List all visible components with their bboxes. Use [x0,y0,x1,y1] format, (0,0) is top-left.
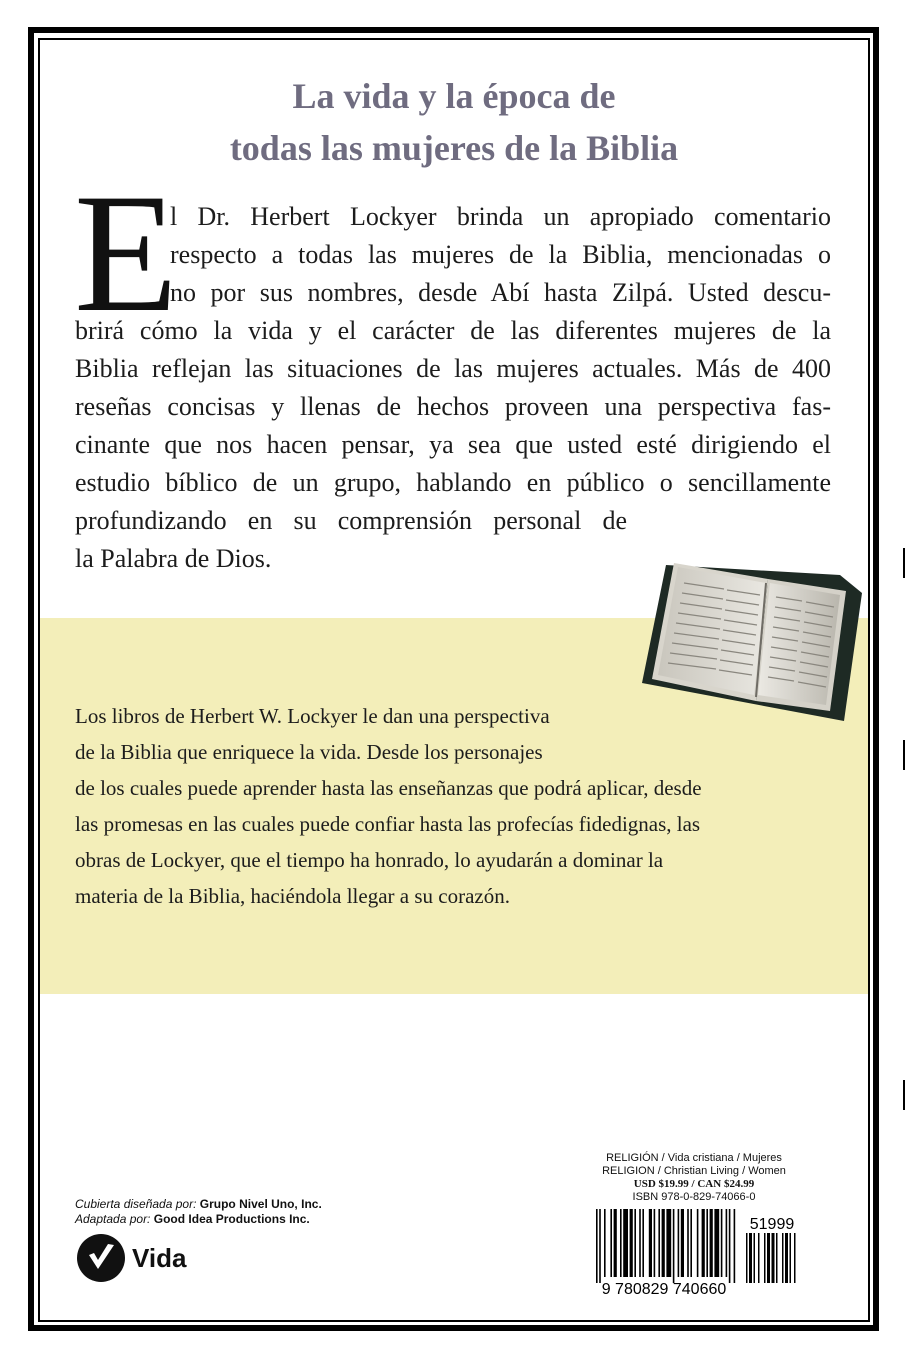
title-line-1: La vida y la época de [292,76,616,116]
barcode-bar [726,1209,728,1277]
description-line: reseñas concisas y llenas de hechos proveen una perspectiva fas- [75,392,831,421]
barcode-addon-bar [749,1233,752,1283]
barcode-bar [634,1209,636,1277]
series-blurb-line: de los cuales puede aprender hasta las enseñanzas que podrá aplicar, desde [75,776,702,800]
barcode-addon-digits: 51999 [749,1216,795,1233]
series-blurb-line: de la Biblia que enriquece la vida. Desde los personajes [75,740,543,764]
description-line: cinante que nos hacen pensar, ya sea que usted esté dirigiendo el [75,430,831,459]
drop-cap: E [74,159,178,347]
barcode-bar [714,1209,719,1277]
edge-mark [903,1080,905,1110]
barcode-addon-bar [776,1233,778,1283]
barcode-bar [599,1209,601,1283]
barcode-addon-bar [767,1233,770,1283]
series-blurb-line: obras de Lockyer, que el tiempo ha honrado, lo ayudarán a dominar la [75,848,664,872]
edge-mark [903,740,905,770]
adapted-credit-label: Adaptada por: [75,1212,151,1226]
barcode-digits: 9 780829 740660 [601,1281,727,1297]
series-blurb-line: Los libros de Herbert W. Lockyer le dan una perspectiva [75,704,550,728]
publisher-name: Vida [132,1242,187,1273]
barcode-bar [673,1209,675,1283]
barcode-bar [639,1209,641,1277]
barcode-bar [687,1209,689,1277]
barcode-addon-bar [782,1233,784,1283]
description-line: l Dr. Herbert Lockyer brinda un apropiado comentario [170,202,831,231]
description-line: respecto a todas las mujeres de la Biblia, mencionadas o [170,240,831,269]
description-line: no por sus nombres, desde Abí hasta Zilpá. Usted descu- [170,278,831,307]
barcode-addon-bar [764,1233,766,1283]
adapted-credit-value: Good Idea Productions Inc. [153,1212,310,1226]
category-english: RELIGION / Christian Living / Women [602,1165,786,1177]
barcode-bar [658,1209,660,1277]
barcode-addon-bar [746,1233,748,1283]
cover-credit-value: Grupo Nivel Uno, Inc. [199,1197,322,1211]
barcode-addon-bar [754,1233,756,1283]
barcode-bar [666,1209,671,1277]
barcode-bar [690,1209,692,1277]
publisher-logo [76,1233,186,1283]
barcode-bar [649,1209,652,1277]
barcode-bar [681,1209,684,1277]
barcode-addon-bar [772,1233,775,1283]
barcode-addon-bar [785,1233,788,1283]
barcode-bar [654,1209,656,1277]
barcode-bar [702,1209,705,1277]
edge-mark [903,548,905,578]
barcode-bar [620,1209,622,1277]
barcode-bar [610,1209,612,1277]
barcode-bar [678,1209,680,1277]
cover-credit-label: Cubierta diseñada por: [75,1197,197,1211]
barcode-bar [721,1209,723,1277]
barcode-bar [614,1209,617,1277]
description-line: brirá cómo la vida y el carácter de las diferentes mujeres de la [75,316,831,345]
category-spanish: RELIGIÓN / Vida cristiana / Mujeres [606,1152,782,1164]
series-blurb-line: materia de la Biblia, haciéndola llegar a su corazón. [75,884,510,908]
isbn: ISBN 978-0-829-74066-0 [632,1191,756,1203]
barcode-bar [642,1209,644,1277]
description-line: profundizando en su comprensión personal de [75,506,627,535]
barcode-addon-bar [758,1233,760,1283]
barcode-addon-bar [790,1233,792,1283]
book-metadata [589,1152,799,1204]
design-credits [75,1197,322,1227]
barcode-bar [729,1209,731,1283]
barcode-bar [710,1209,713,1277]
description-line: Biblia reflejan las situaciones de las mujeres actuales. Más de 400 [75,354,831,383]
barcode-bar [630,1209,633,1277]
barcode-bar [604,1209,606,1277]
vida-check-icon [76,1233,126,1283]
description-line: estudio bíblico de un grupo, hablando en público o sencillamente [75,468,831,497]
barcode-bar [662,1209,665,1277]
price: USD $19.99 / CAN $24.99 [633,1178,755,1190]
barcode-addon-bar [794,1233,796,1283]
barcode-bar [734,1209,736,1283]
barcode-bar [596,1209,598,1283]
barcode-bar [697,1209,699,1277]
barcode-bar [706,1209,708,1277]
series-blurb-line: las promesas en las cuales puede confiar hasta las profecías fidedignas, las [75,812,701,836]
barcode-bar [623,1209,628,1277]
isbn-barcode [588,1209,800,1297]
title-line-2: todas las mujeres de la Biblia [229,128,679,168]
description-line: la Palabra de Dios. [75,544,272,573]
open-bible-illustration [640,555,875,725]
